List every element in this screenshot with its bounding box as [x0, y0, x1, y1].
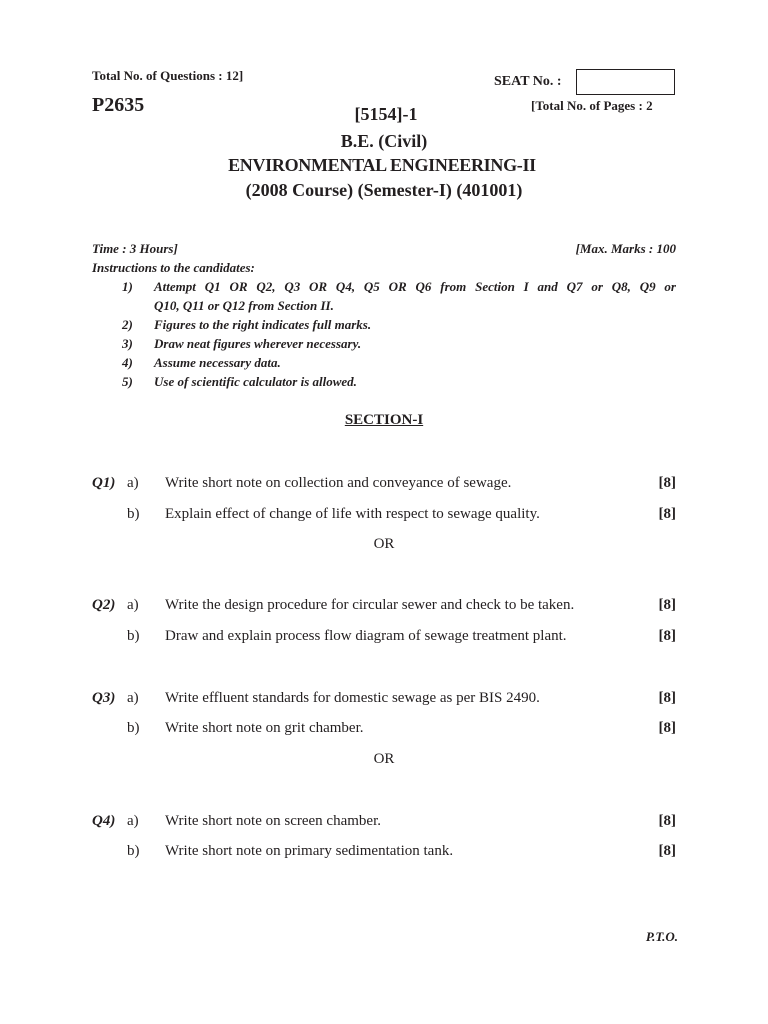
- course-details: (2008 Course) (Semester-I) (401001): [245, 180, 523, 200]
- seat-number-label: SEAT No. :: [494, 74, 562, 89]
- degree-title: B.E. (Civil): [340, 131, 428, 151]
- please-turn-over: P.T.O.: [645, 929, 678, 944]
- question-number: Q4): [92, 813, 116, 829]
- question-marks: [8]: [658, 475, 676, 491]
- exam-code: [5154]-1: [354, 104, 418, 124]
- question-text: Write short note on primary sedimentation tank.: [165, 843, 454, 859]
- question-marks: [8]: [658, 813, 676, 829]
- question-text: Write effluent standards for domestic sewage as per BIS 2490.: [165, 690, 540, 706]
- question-part-label: a): [127, 813, 139, 829]
- question-marks: [8]: [658, 628, 676, 644]
- total-pages: [Total No. of Pages : 2: [531, 98, 653, 113]
- question-text: Draw and explain process flow diagram of sewage treatment plant.: [165, 628, 567, 644]
- question-part-label: b): [127, 720, 140, 736]
- question-marks: [8]: [658, 720, 676, 736]
- question-part-label: a): [127, 597, 139, 613]
- question-marks: [8]: [658, 597, 676, 613]
- question-part-label: b): [127, 628, 140, 644]
- instruction-text: Draw neat figures wherever necessary.: [154, 336, 362, 351]
- question-number: Q1): [92, 475, 116, 491]
- instruction-number: 5): [122, 374, 133, 389]
- instruction-text: Attempt Q1 OR Q2, Q3 OR Q4, Q5 OR Q6 from Section I and Q7 or Q8, Q9 or: [154, 279, 676, 294]
- exam-duration: Time : 3 Hours]: [92, 241, 178, 256]
- question-number: Q3): [92, 690, 116, 706]
- question-text: Explain effect of change of life with respect to sewage quality.: [165, 506, 540, 522]
- instruction-text: Assume necessary data.: [154, 355, 281, 370]
- section-title: SECTION-I: [344, 412, 424, 428]
- question-text: Write the design procedure for circular sewer and check to be taken.: [165, 597, 575, 613]
- instructions-heading: Instructions to the candidates:: [92, 260, 255, 275]
- instruction-number: 4): [122, 355, 133, 370]
- question-text: Write short note on grit chamber.: [165, 720, 364, 736]
- instruction-number: 2): [122, 317, 133, 332]
- or-separator: OR: [373, 751, 395, 767]
- instruction-text: Q10, Q11 or Q12 from Section II.: [154, 298, 334, 313]
- instruction-text: Use of scientific calculator is allowed.: [154, 374, 357, 389]
- question-part-label: a): [127, 690, 139, 706]
- instruction-text: Figures to the right indicates full marks.: [154, 317, 372, 332]
- question-marks: [8]: [658, 690, 676, 706]
- instruction-number: 3): [122, 336, 133, 351]
- instruction-number: 1): [122, 279, 133, 294]
- question-part-label: a): [127, 475, 139, 491]
- total-questions: Total No. of Questions : 12]: [92, 68, 244, 83]
- seat-number-box: [576, 69, 675, 95]
- subject-title: ENVIRONMENTAL ENGINEERING-II: [228, 155, 536, 175]
- question-text: Write short note on collection and conveyance of sewage.: [165, 475, 512, 491]
- max-marks: [Max. Marks : 100: [575, 241, 676, 256]
- question-number: Q2): [92, 597, 116, 613]
- question-marks: [8]: [658, 843, 676, 859]
- question-marks: [8]: [658, 506, 676, 522]
- question-part-label: b): [127, 506, 140, 522]
- question-part-label: b): [127, 843, 140, 859]
- question-text: Write short note on screen chamber.: [165, 813, 381, 829]
- paper-code: P2635: [92, 94, 145, 116]
- or-separator: OR: [373, 536, 395, 552]
